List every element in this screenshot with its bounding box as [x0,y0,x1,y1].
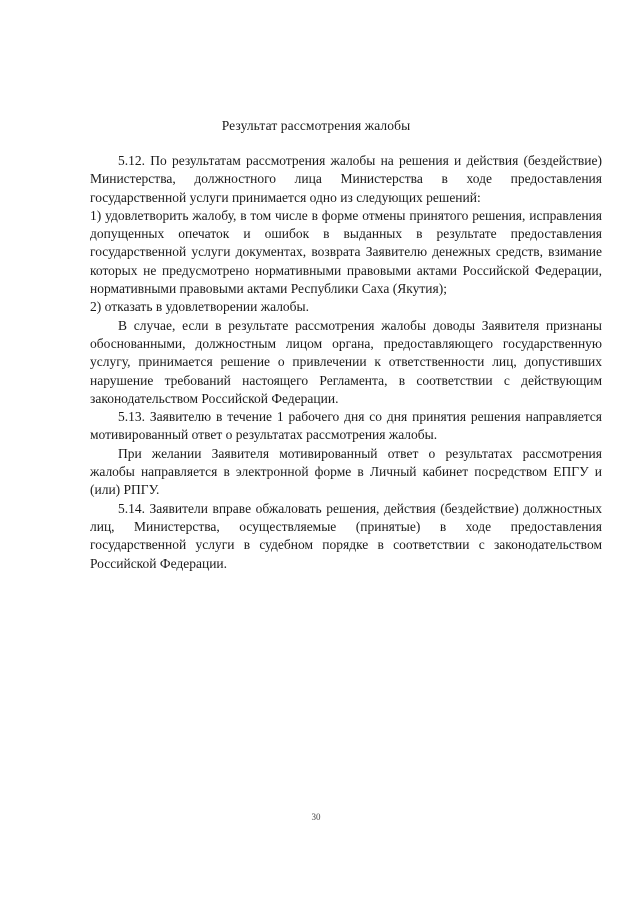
paragraph-5-14: 5.14. Заявители вправе обжаловать решения, действия (бездействие) должностных лиц, Министерства, осуществляемые (принятые) в ходе предоставления государственной услуги в судебном порядке в соответствии с законодательством Российской Федерации. [90,500,602,571]
paragraph-option-1: 1) удовлетворить жалобу, в том числе в форме отмены принятого решения, исправления допущенных опечаток и ошибок в выданных в результате предоставления государственной услуги документах, возврата Заявителю денежных средств, взимание которых не предусмотрено нормативными правовыми актами Российской Федерации, нормативными правовыми актами Республики Саха (Якутия); [90,207,602,297]
section-heading: Результат рассмотрения жалобы [221,118,411,133]
page-number: 30 [311,812,321,822]
paragraph-option-2: 2) отказать в удовлетворении жалобы. [90,299,309,315]
paragraph-5-13: 5.13. Заявителю в течение 1 рабочего дня со дня принятия решения направляется мотивированный ответ о результатах рассмотрения жалобы. [90,409,602,443]
paragraph-5-12: 5.12. По результатам рассмотрения жалобы на решения и действия (бездействие) Министерства, должностного лица Министерства в ходе предоставления государственной услуги принимается одно из следующих решений: [90,153,602,205]
document-body [90,152,602,573]
paragraph-liability: В случае, если в результате рассмотрения жалобы доводы Заявителя признаны обоснованными, должностным лицом органа, предоставляющего государственную услугу, принимается решение о привлечении к ответственности лиц, допустивших нарушение требований настоящего Регламента, в соответствии с действующим законодательством Российской Федерации. [90,317,602,406]
paragraph-electronic-answer: При желании Заявителя мотивированный ответ о результатах рассмотрения жалобы направляется в электронной форме в Личный кабинет посредством ЕПГУ и (или) РПГУ. [90,445,602,498]
